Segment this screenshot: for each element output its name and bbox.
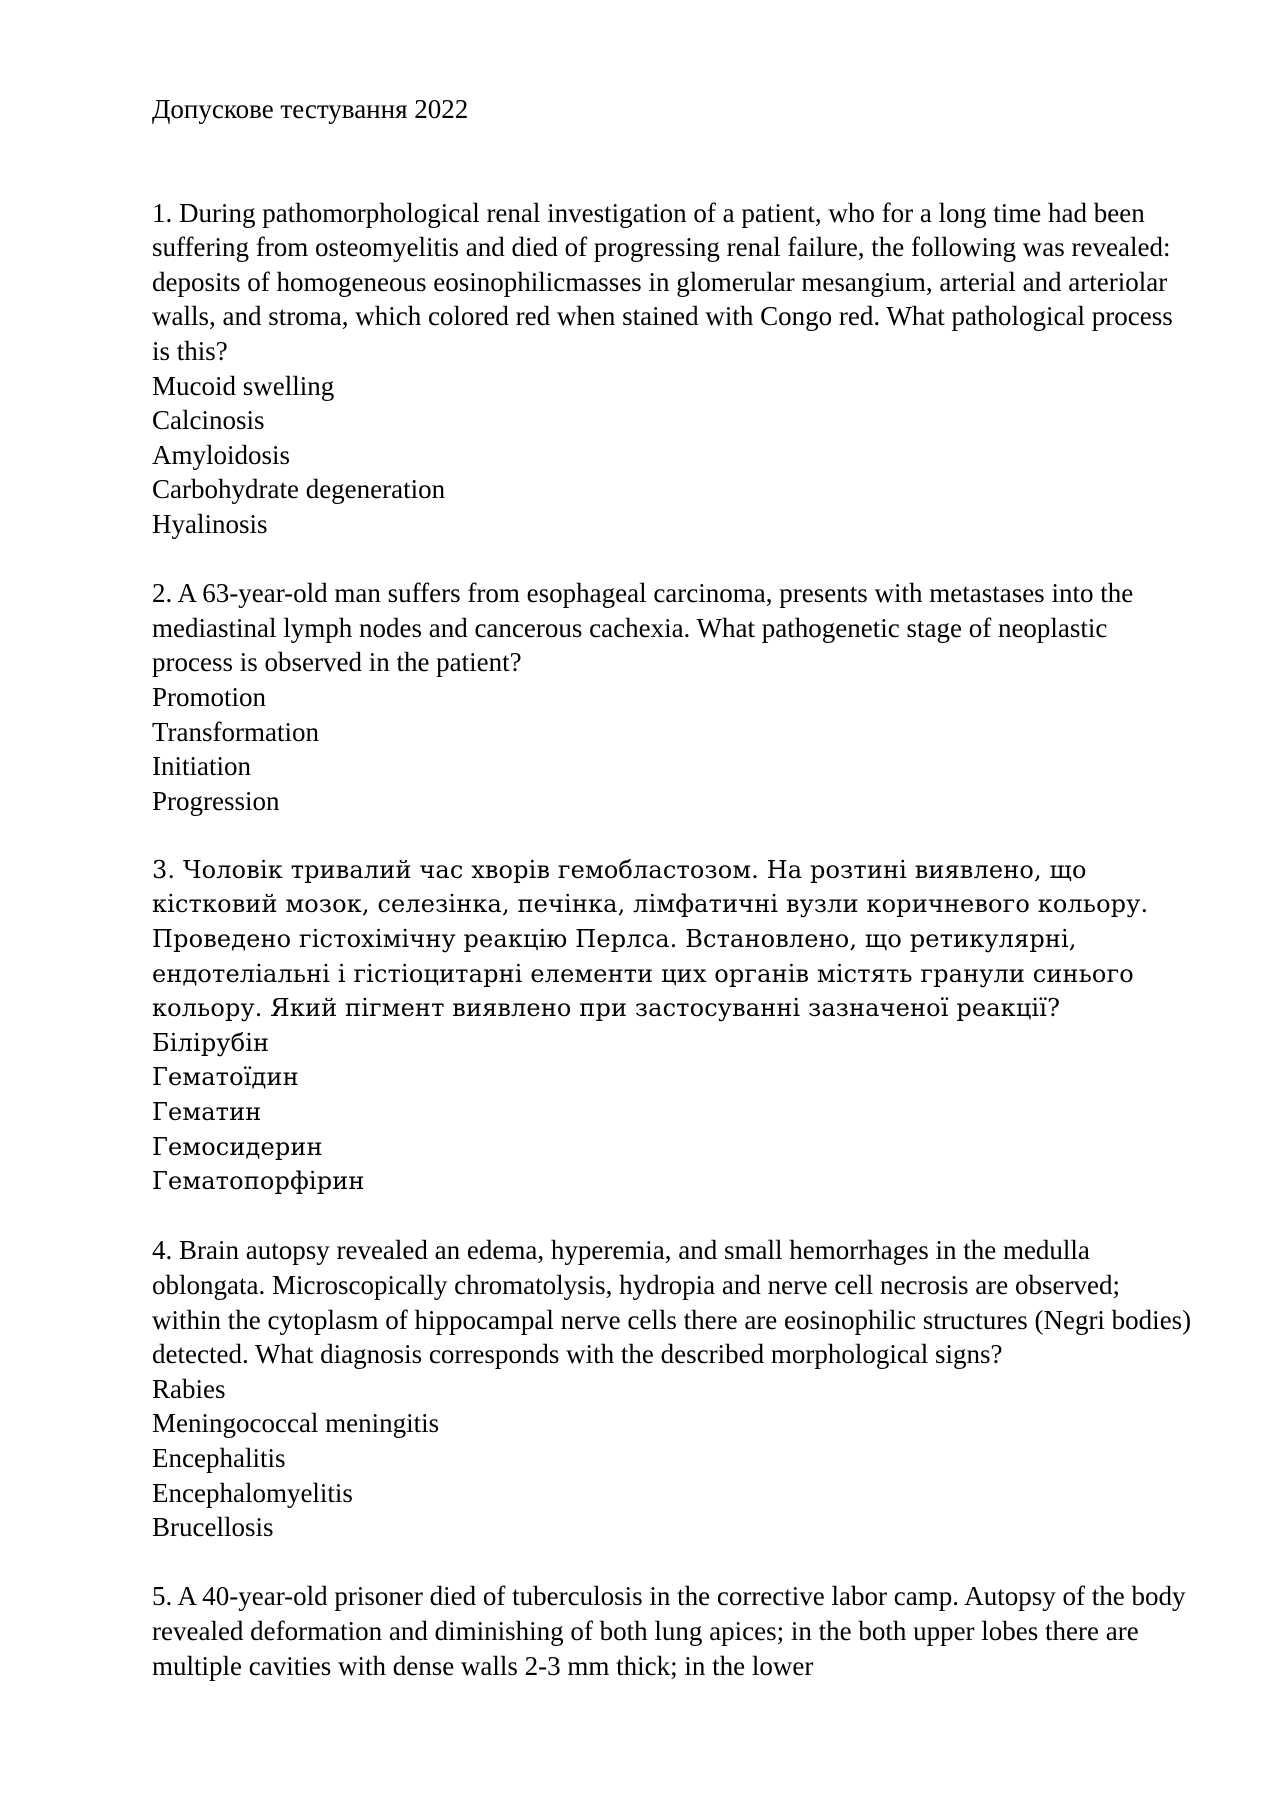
- question-3: [152, 853, 1192, 1199]
- question-text: 2. A 63-year-old man suffers from esophageal carcinoma, presents with metastases into the mediastinal lymph nodes and cancerous cachexia. What pathogenetic stage of neoplastic process is observed in the patient?: [152, 578, 1134, 678]
- question-4: [152, 1233, 1192, 1544]
- answer-option: Білірубін: [152, 1028, 270, 1057]
- question-text: 4. Brain autopsy revealed an edema, hyperemia, and small hemorrhages in the medulla oblongata. Microscopically chromatolysis, hydropia and nerve cell necrosis are observed; within the cytoplasm of hippocampal nerve cells there are eosinophilic structures (Negri bodies) detected. What diagnosis corresponds with the described morphological signs?: [152, 1235, 1192, 1370]
- question-5: [152, 1579, 1192, 1683]
- answer-option: Гематоїдин: [152, 1063, 299, 1092]
- question-text: 3. Чоловік тривалий час хворів гемобластозом. На розтині виявлено, що кістковий мозок, селезінка, печінка, лімфатичні вузли коричневого кольору. Проведено гістохімічну реакцію Перлса. Встановлено, що ретикулярні, ендотеліальні і гістіоцитарні елементи цих органів містять гранули синього кольору. Який пігмент виявлено при застосуванні зазначеної реакції?: [152, 855, 1149, 1023]
- answer-option: Rabies: [152, 1373, 226, 1404]
- answer-option: Encephalomyelitis: [152, 1477, 353, 1508]
- answer-option: Promotion: [152, 681, 267, 712]
- answer-option: Initiation: [152, 751, 251, 782]
- answer-option: Hyalinosis: [152, 508, 268, 539]
- answer-option: Brucellosis: [152, 1512, 274, 1543]
- answer-option: Mucoid swelling: [152, 370, 335, 401]
- title-spacer: [152, 127, 1192, 196]
- answer-option: Encephalitis: [152, 1442, 286, 1473]
- answer-option: Progression: [152, 785, 280, 816]
- answer-option: Гемосидерин: [152, 1132, 323, 1161]
- answer-option: Гематопорфірин: [152, 1167, 365, 1196]
- answer-option: Гематин: [152, 1098, 262, 1127]
- answer-option: Carbohydrate degeneration: [152, 474, 446, 505]
- answer-option: Calcinosis: [152, 405, 265, 436]
- question-text: 5. A 40-year-old prisoner died of tuberculosis in the corrective labor camp. Autopsy of the body revealed deformation and diminishing of both lung apices; in the both upper lobes there are multiple cavities with dense walls 2-3 mm thick; in the lower: [152, 1581, 1186, 1681]
- answer-option: Meningococcal meningitis: [152, 1408, 440, 1439]
- answer-option: Amyloidosis: [152, 439, 291, 470]
- document-body: [152, 92, 1192, 1718]
- question-text: 1. During pathomorphological renal investigation of a patient, who for a long time had been suffering from osteomyelitis and died of progressing renal failure, the following was revealed: deposits of homogeneous eosinophilicmasses in glomerular mesangium, arterial and arteriolar walls, and stroma, which colored red when stained with Congo red. What pathological process is this?: [152, 197, 1173, 366]
- question-1: [152, 196, 1192, 542]
- answer-options: [152, 680, 1192, 818]
- question-2: [152, 576, 1192, 818]
- answer-options: [152, 1026, 1192, 1199]
- answer-options: [152, 1372, 1192, 1545]
- document-title: Допускове тестування 2022: [152, 94, 469, 124]
- answer-options: [152, 369, 1192, 542]
- answer-option: Transformation: [152, 716, 319, 747]
